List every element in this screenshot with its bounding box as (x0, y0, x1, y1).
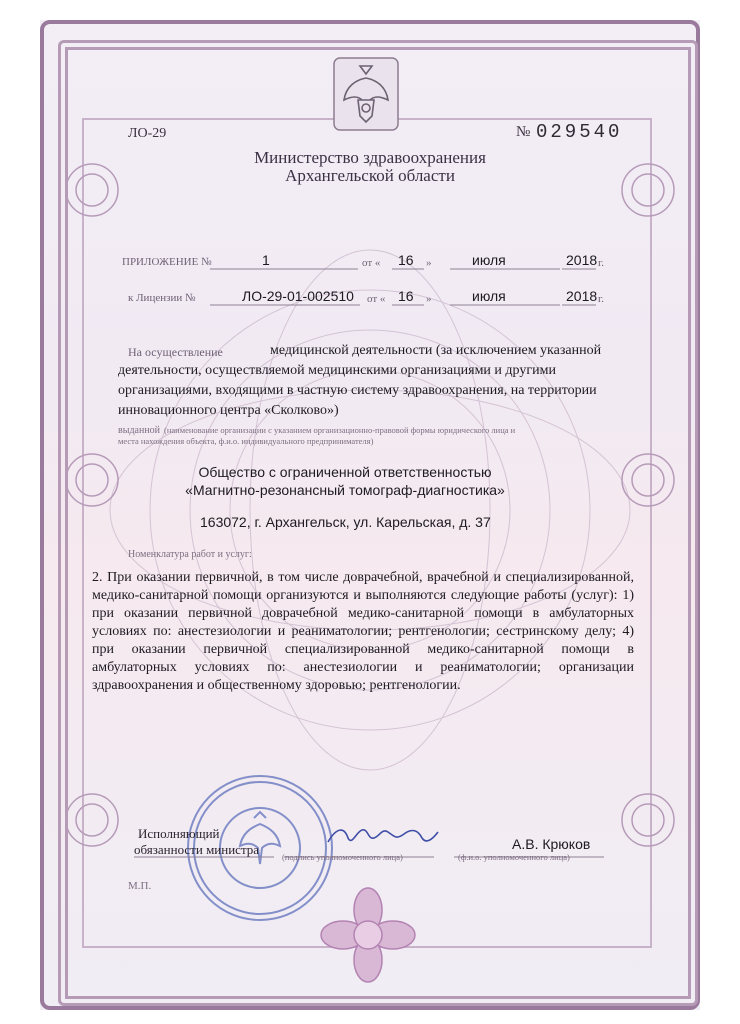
appendix-from-label: от « (362, 257, 381, 269)
license-underline (210, 304, 606, 306)
appendix-day: 16 (398, 252, 414, 268)
signer-name-hint: (ф.и.о. уполномоченного лица) (458, 852, 570, 862)
license-number: ЛО-29-01-002510 (242, 288, 354, 304)
issued-hint-2: места нахождения объекта, ф.и.о. индивидуального предпринимателя) (118, 436, 374, 446)
ministry-title: Министерство здравоохранения (254, 148, 486, 167)
activity-line-1: медицинской деятельности (за исключением указанной (270, 343, 602, 358)
organization-name-1: Общество с ограниченной ответственностью (198, 464, 492, 480)
coat-of-arms-icon (332, 56, 400, 132)
appendix-number: 1 (262, 252, 270, 268)
appendix-label: ПРИЛОЖЕНИЕ № (122, 256, 212, 268)
appendix-underline (210, 268, 606, 270)
organization-address: 163072, г. Архангельск, ул. Карельская, д. 37 (200, 514, 491, 530)
signature-hint: (подпись уполномоченного лица) (282, 852, 403, 862)
handwritten-signature (322, 818, 442, 852)
signer-position-2: обязанности министра (134, 842, 260, 857)
signer-position-1: Исполняющий (138, 826, 220, 841)
license-year-suffix: г. (598, 293, 605, 305)
ministry-region: Архангельской области (285, 166, 455, 185)
license-month: июля (472, 288, 506, 304)
appendix-year: 2018 (566, 252, 598, 268)
seal-place-label: М.П. (128, 880, 152, 892)
license-day-close: » (426, 293, 432, 305)
nomenclature-label: Номенклатура работ и услуг: (128, 549, 252, 560)
signer-name: А.В. Крюков (512, 836, 591, 852)
license-year: 2018 (566, 288, 598, 304)
issued-label: выданной (118, 425, 161, 436)
license-label: к Лицензии № (128, 292, 196, 304)
issued-hint-1: (наименование организации с указанием организационно-правовой формы юридического лица и (164, 425, 516, 435)
form-code: ЛО-29 (128, 126, 167, 141)
activity-label: На осуществление (128, 345, 223, 359)
license-from-label: от « (367, 293, 386, 305)
appendix-year-suffix: г. (598, 257, 605, 269)
appendix-day-close: » (426, 257, 432, 269)
form-number-prefix: № (516, 124, 531, 140)
license-day: 16 (398, 288, 414, 304)
activity-line-3: организациями, входящими в частную систему здравоохранения, на территории (118, 383, 597, 398)
appendix-month: июля (472, 252, 506, 268)
activity-line-2: деятельности, осуществляемой медицинскими организациями и другими (118, 363, 556, 378)
activity-line-4: инновационного центра «Сколково») (118, 403, 339, 418)
organization-name-2: «Магнитно-резонансный томограф-диагностика» (185, 482, 505, 498)
nomenclature-text: 2. При оказании первичной, в том числе доврачебной, врачебной и специализированной, медико-санитарной помощи организуются и выполняются следующие работы (услуг): 1) при оказании первичной доврачебной медико-санитарной помощи в амбулаторных условиях по: анестезиологии и реаниматологии; рентгенологии; сестринскому делу; 4) при оказании первичной специализированной медико-санитарной помощи в амбулаторных условиях по: анестезиологии и реаниматологии; организации здравоохранения и общественному здоровью; рентгенологии. (92, 570, 634, 693)
form-number: 029540 (536, 121, 623, 143)
